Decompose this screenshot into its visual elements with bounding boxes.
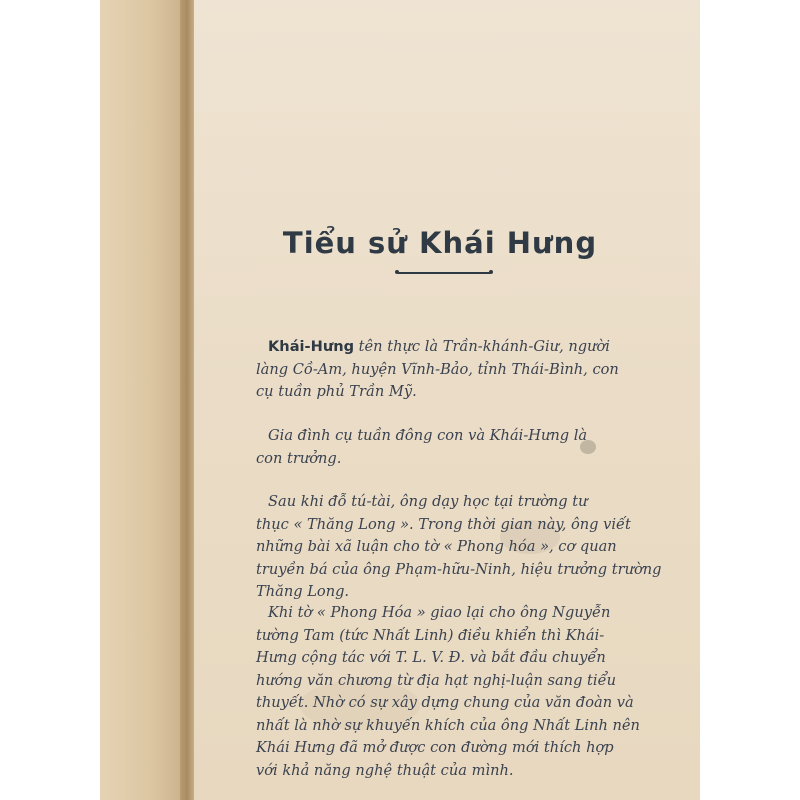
text-line: với khả năng nghệ thuật của mình.: [256, 761, 514, 779]
left-page-edge: [100, 0, 186, 800]
text-line: con trưởng.: [256, 449, 342, 467]
text-line: hướng văn chương từ địa hạt nghị-luận sang tiểu: [256, 671, 616, 689]
text-line: tường Tam (tức Nhất Linh) điều khiển thì Khái-: [256, 626, 605, 644]
text-line: Khái Hưng đã mở được con đường mới thích hợp: [256, 739, 614, 756]
paragraph-1: [256, 336, 646, 404]
text-line: Hưng cộng tác với T. L. V. Đ. và bắt đầu chuyển: [256, 649, 606, 666]
text-line: làng Cồ-Am, huyện Vĩnh-Bảo, tỉnh Thái-Bình, con: [256, 360, 619, 378]
text-line: Thăng Long.: [256, 583, 350, 600]
text-line-part: tên thực là Trần-khánh-Giư, người: [354, 338, 610, 355]
text-line: Sau khi đỗ tú-tài, ông dạy học tại trường tư: [268, 493, 588, 510]
paragraph-2: [256, 425, 646, 470]
text-line: [256, 336, 646, 359]
background-right: [700, 0, 800, 800]
text-line: Khi tờ « Phong Hóa » giao lại cho ông Nguyễn: [268, 604, 611, 621]
page-title: Tiểu sử Khái Hưng: [282, 226, 598, 260]
text-line: những bài xã luận cho tờ « Phong hóa », cơ quan: [256, 538, 617, 555]
text-line: Gia đình cụ tuần đông con và Khái-Hưng là: [268, 427, 588, 444]
text-line: nhất là nhờ sự khuyến khích của ông Nhất Linh nên: [256, 716, 640, 734]
text-line: thuyết. Nhờ có sự xây dựng chung của văn đoàn và: [256, 694, 634, 711]
paragraph-3: [256, 491, 662, 604]
text-line: cụ tuần phủ Trần Mỹ.: [256, 383, 417, 400]
text-line: thục « Thăng Long ». Trong thời gian này, ông viết: [256, 515, 631, 533]
title-underline: [398, 272, 490, 274]
book-gutter: [180, 0, 194, 800]
paragraph-4: [256, 602, 646, 782]
author-name: Khái-Hưng: [268, 338, 355, 355]
text-line: truyền bá của ông Phạm-hữu-Ninh, hiệu trưởng trường: [256, 560, 662, 578]
background-left: [0, 0, 100, 800]
